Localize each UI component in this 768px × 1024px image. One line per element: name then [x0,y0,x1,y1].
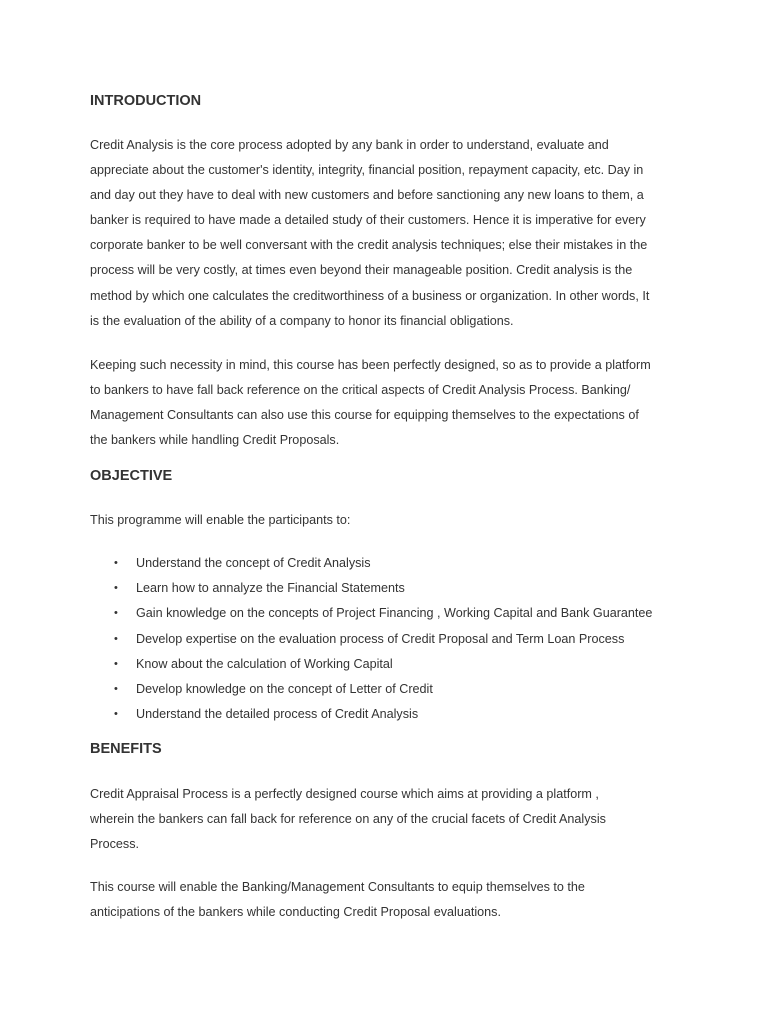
text-line: corporate banker to be well conversant with the credit analysis techniques; else their mistakes in the [90,238,648,253]
introduction-heading: INTRODUCTION [90,93,202,109]
text-line: to bankers to have fall back reference on the critical aspects of Credit Analysis Process. Banking/ [90,383,631,398]
objective-intro [90,508,690,533]
text-line: and day out they have to deal with new customers and before sanctioning any new loans to them, a [90,188,644,203]
text-line: Credit Analysis is the core process adopted by any bank in order to understand, evaluate and [90,138,609,152]
text-line: banker is required to have made a detailed study of their customers. Hence it is imperative for every [90,213,646,228]
introduction-paragraph-2 [90,353,690,453]
text-line: anticipations of the bankers while conducting Credit Proposal evaluations. [90,905,501,920]
benefits-paragraph-2 [90,875,690,925]
benefits-paragraph-1 [90,782,690,857]
text-line: This programme will enable the participants to: [90,513,351,527]
text-line: is the evaluation of the ability of a company to honor its financial obligations. [90,313,514,328]
list-item-text: Learn how to annalyze the Financial Statements [136,581,405,596]
text-line: wherein the bankers can fall back for reference on any of the crucial facets of Credit Analysis [90,812,606,827]
bullet-icon: • [114,657,118,670]
text-line: process will be very costly, at times even beyond their manageable position. Credit analysis is the [90,263,633,278]
list-item-text: Develop expertise on the evaluation process of Credit Proposal and Term Loan Process [136,631,625,646]
text-line: Process. [90,837,139,852]
text-line: the bankers while handling Credit Proposals. [90,433,340,448]
bullet-icon: • [114,682,118,695]
introduction-paragraph-1 [90,133,690,334]
text-line: Management Consultants can also use this course for equipping themselves to the expectations of [90,408,639,423]
text-line: method by which one calculates the creditworthiness of a business or organization. In other words, It [90,288,650,303]
text-line: appreciate about the customer's identity, integrity, financial position, repayment capacity, etc. Day in [90,163,644,178]
list-item-text: Develop knowledge on the concept of Letter of Credit [136,681,433,696]
list-item-text: Gain knowledge on the concepts of Project Financing , Working Capital and Bank Guarantee [136,606,653,621]
text-line: This course will enable the Banking/Management Consultants to equip themselves to the [90,880,585,894]
objective-heading: OBJECTIVE [90,468,173,484]
bullet-icon: • [114,557,118,569]
text-line: Credit Appraisal Process is a perfectly designed course which aims at providing a platform , [90,787,599,801]
list-item-text: Know about the calculation of Working Capital [136,656,393,671]
list-item-text: Understand the concept of Credit Analysis [136,556,371,570]
bullet-icon: • [114,582,118,595]
bullet-icon: • [114,708,118,721]
list-item-text: Understand the detailed process of Credit Analysis [136,707,419,722]
benefits-heading: BENEFITS [90,741,162,757]
bullet-icon: • [114,607,118,620]
text-line: Keeping such necessity in mind, this course has been perfectly designed, so as to provide a platform [90,358,651,372]
bullet-icon: • [114,632,118,645]
